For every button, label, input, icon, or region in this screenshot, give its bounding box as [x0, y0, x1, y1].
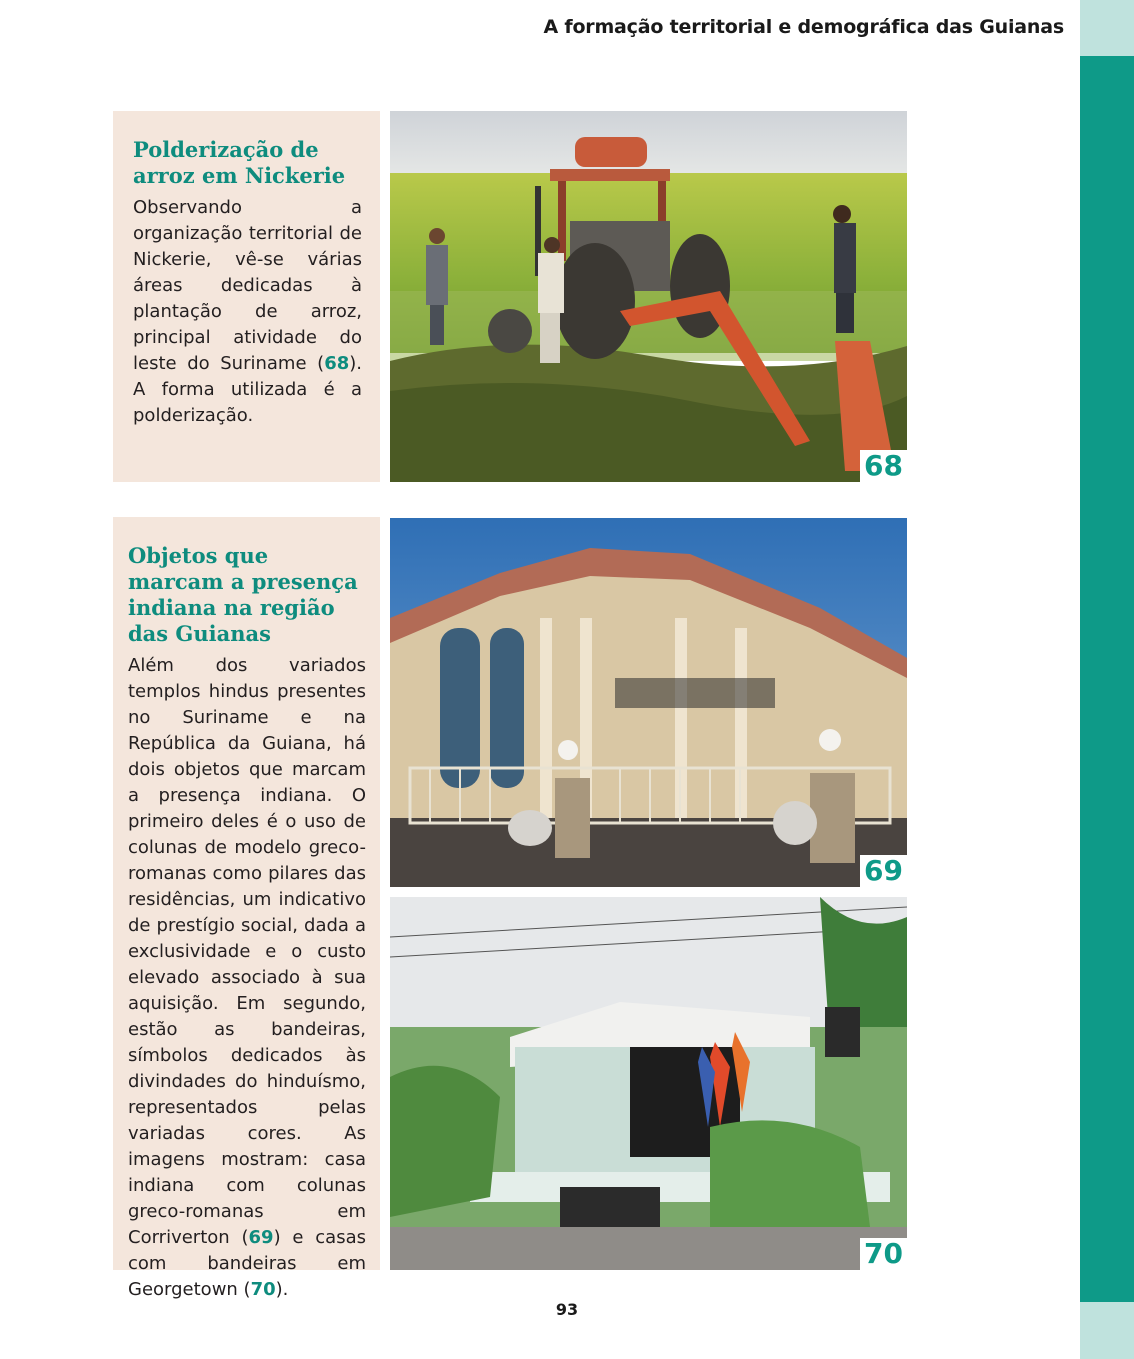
box-body [128, 653, 366, 1303]
body-text: ). [275, 1279, 289, 1300]
figure-number: 70 [860, 1238, 907, 1270]
body-text: ). A forma utilizada é a polderização. [133, 353, 362, 426]
body-text: Observando a organização territorial de Nickerie, vê-se várias áreas dedicadas à plantação de arroz, principal atividade do leste do Suriname ( [133, 197, 362, 374]
box-title: Objetos que marcam a presença indiana na região das Guianas [128, 543, 358, 646]
figure-reference: 70 [250, 1279, 276, 1300]
page-number: 93 [555, 1300, 579, 1319]
figure-number: 68 [860, 450, 907, 482]
photo-house-columns [390, 518, 907, 887]
running-header: A formação territorial e demográfica das Guianas [543, 16, 1064, 38]
box-title: Polderização de arroz em Nickerie [133, 137, 346, 188]
photo-rice-polder [390, 111, 907, 482]
houses-flags-illustration [390, 897, 907, 1270]
body-text: Além dos variados templos hindus presentes no Suriname e na República da Guiana, há dois objetos que marcam a presença indiana. O primeiro deles é o uso de colunas de modelo greco-romanas como pilares das residências, um indicativo de prestígio social, dada a exclusividade e o custo elevado associado à sua aquisição. Em segundo, estão as bandeiras, símbolos dedicados às divindades do hinduísmo, representados pelas variadas cores. As imagens mostram: casa indiana com colunas greco-romanas em Corriverton ( [128, 655, 366, 1248]
house-columns-illustration [390, 518, 907, 887]
box-body [133, 195, 362, 429]
side-tab-top [1080, 0, 1134, 56]
sidebar-box-polderizacao [113, 111, 380, 482]
figure-number: 69 [860, 855, 907, 887]
photo-houses-flags [390, 897, 907, 1270]
figure-reference: 68 [324, 353, 350, 374]
body-text: ) e casas com bandeiras em Georgetown ( [128, 1227, 366, 1300]
sidebar-box-presenca-indiana [113, 517, 380, 1300]
rice-field-illustration [390, 111, 907, 482]
side-tab-color-bar [1080, 56, 1134, 1302]
figure-reference: 69 [248, 1227, 274, 1248]
